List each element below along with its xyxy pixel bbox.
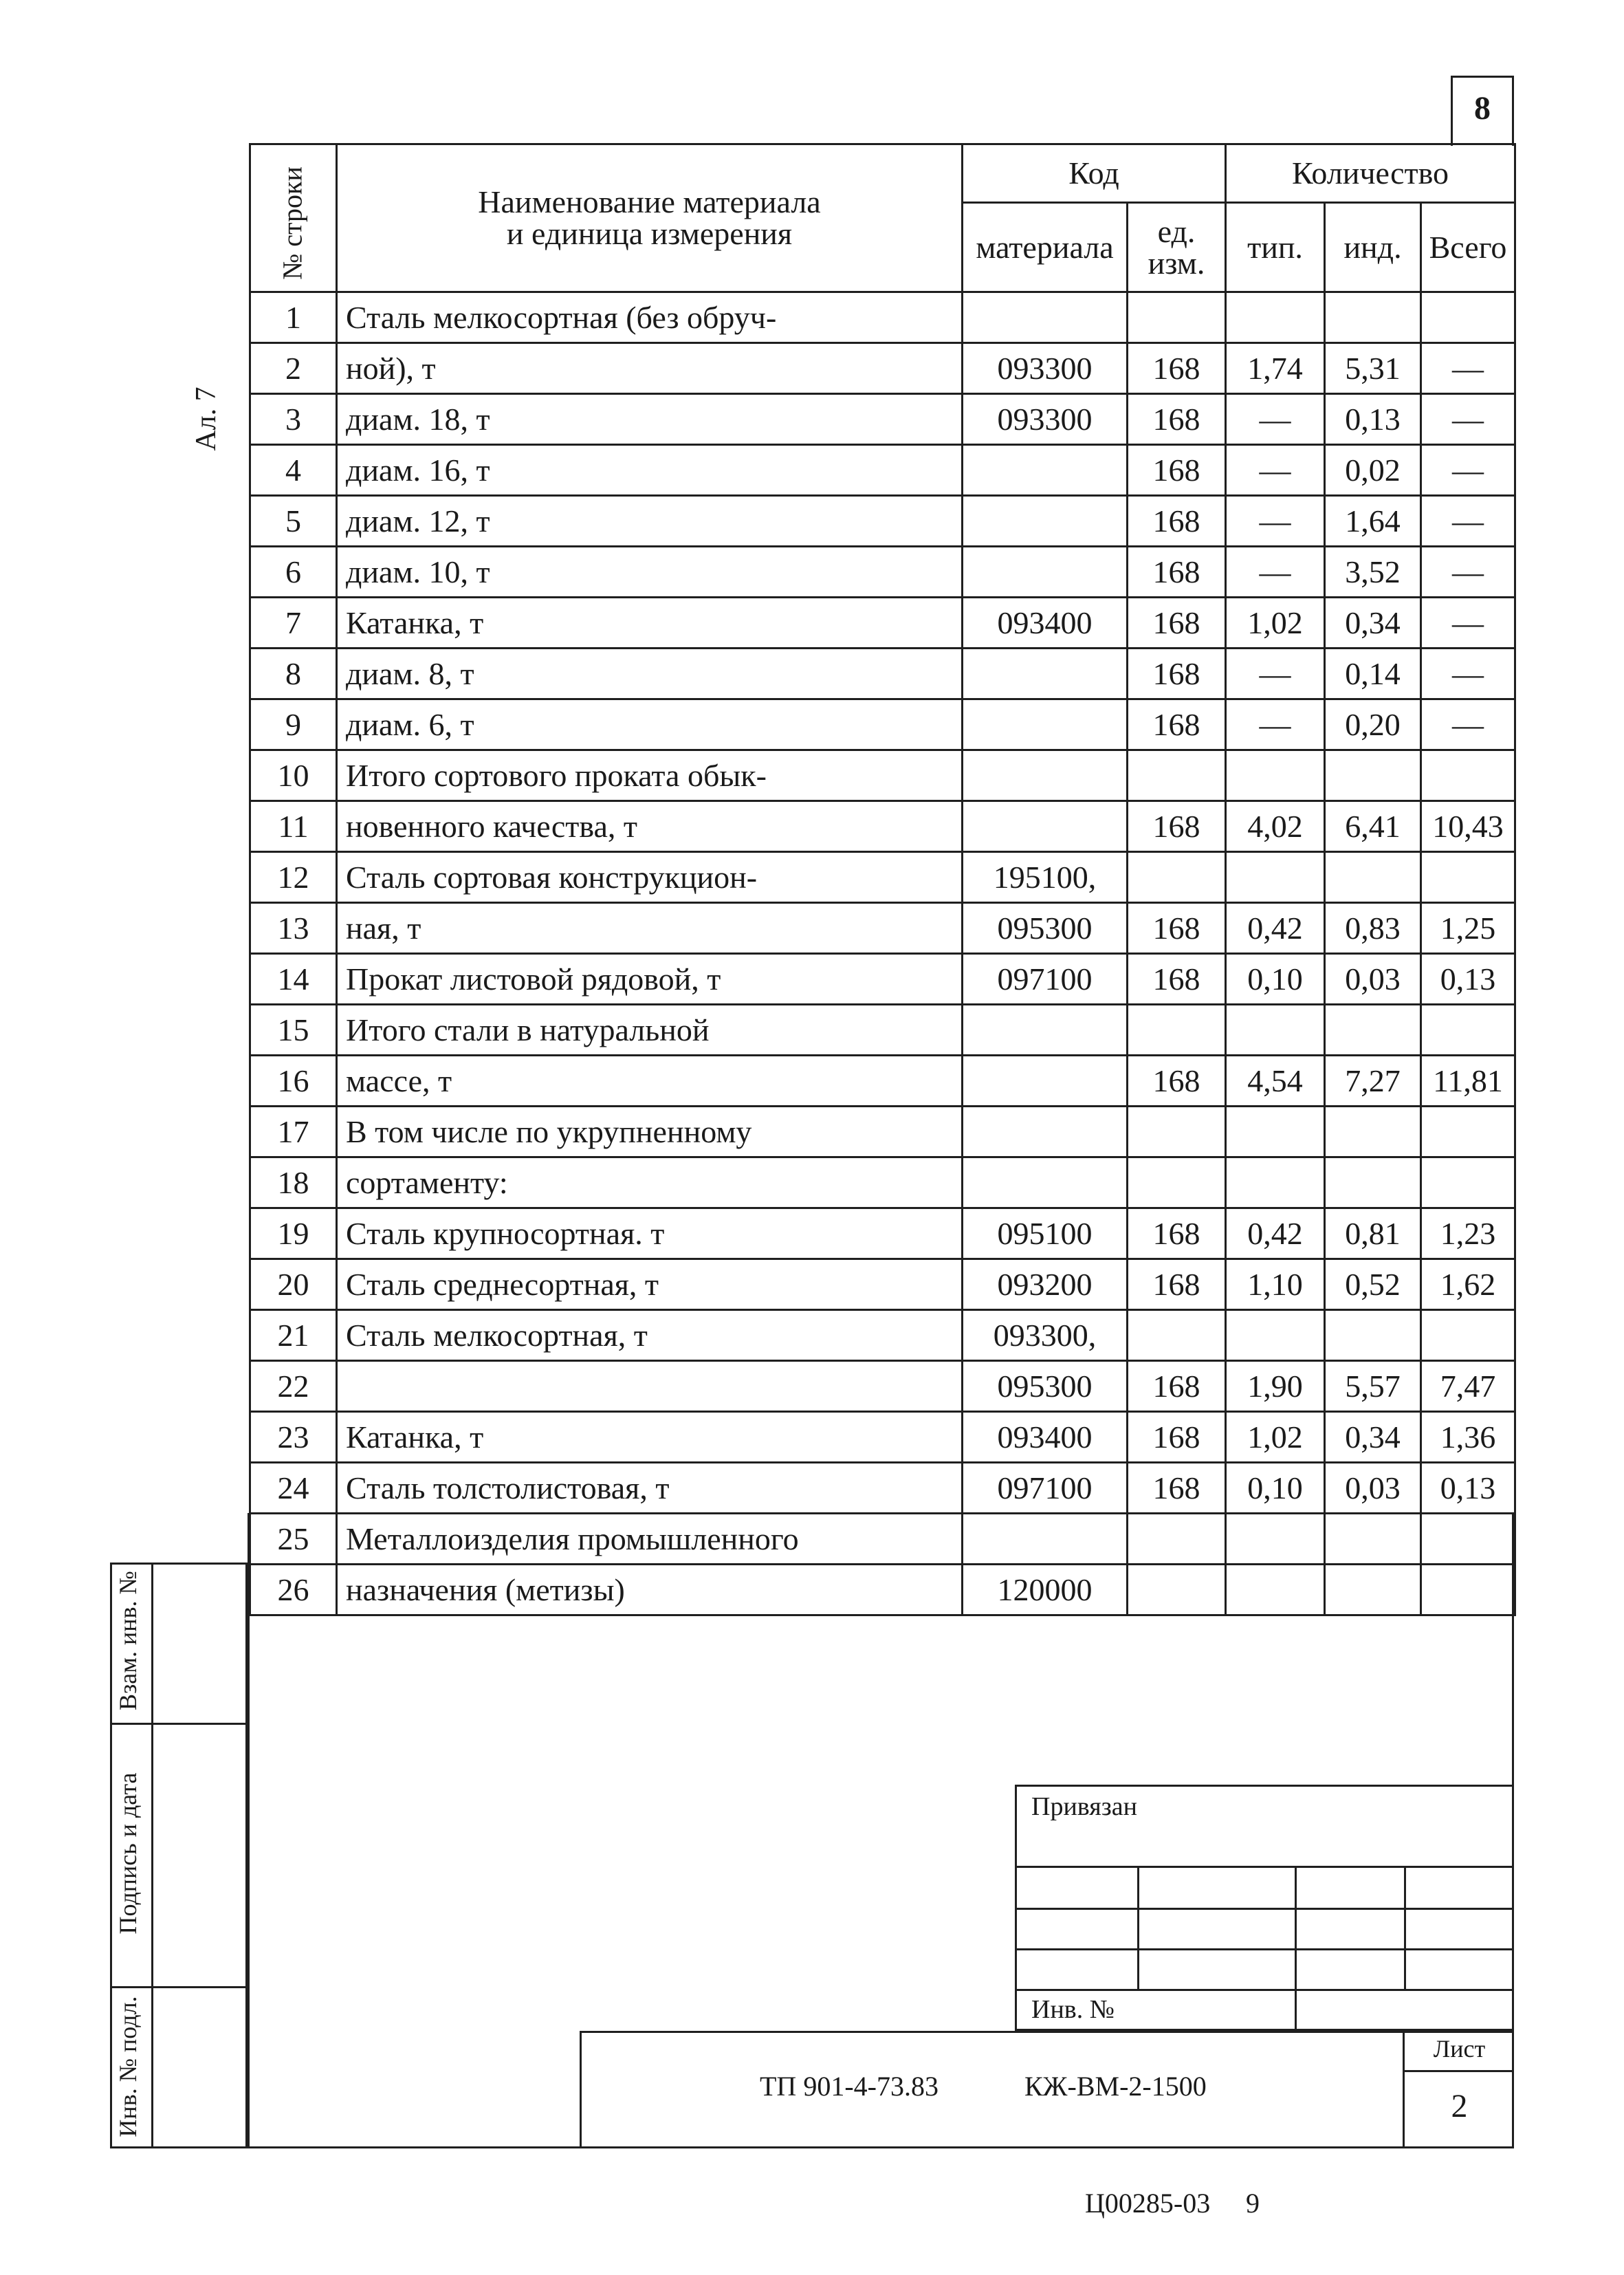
album-label: Ал. 7 [190,387,222,451]
material-code-cell [963,1107,1128,1157]
row-number-cell: 6 [250,547,337,598]
table-row [250,1361,1515,1412]
material-name-cell: Катанка, т [337,598,963,649]
row-number-cell: 26 [250,1565,337,1615]
row-number-cell: 12 [250,852,337,903]
table-row [250,1157,1515,1208]
qty-ind-cell: 0,02 [1325,445,1421,496]
qty-total-cell: — [1421,343,1515,394]
qty-total-cell: 7,47 [1421,1361,1515,1412]
material-name-cell: диам. 8, т [337,649,963,699]
material-code-cell: 095300 [963,903,1128,954]
material-code-cell: 093400 [963,598,1128,649]
qty-ind-cell: 0,52 [1325,1259,1421,1310]
qty-typ-cell: 1,10 [1226,1259,1325,1310]
material-code-cell [963,1056,1128,1107]
unit-header: ед. изм. [1128,203,1226,292]
code-group-header: Код [963,144,1226,203]
qty-ind-cell [1325,1514,1421,1565]
material-code-cell: 120000 [963,1565,1128,1615]
material-name-cell: Сталь мелкосортная (без обруч- [337,292,963,343]
material-name-cell: новенного качества, т [337,801,963,852]
qty-total-cell: — [1421,496,1515,547]
unit-code-cell: 168 [1128,1056,1226,1107]
material-code-cell [963,547,1128,598]
qty-ind-cell: 0,20 [1325,699,1421,750]
material-code-cell: 093400 [963,1412,1128,1463]
qty-total-cell: 1,25 [1421,903,1515,954]
unit-code-cell: 168 [1128,445,1226,496]
row-number-cell: 19 [250,1208,337,1259]
qty-typ-cell [1226,750,1325,801]
qty-typ-cell [1226,292,1325,343]
table-row [250,649,1515,699]
unit-code-cell: 168 [1128,1259,1226,1310]
table-row [250,1463,1515,1514]
qty-ind-cell: 0,03 [1325,954,1421,1005]
table-row [250,1310,1515,1361]
unit-code-cell: 168 [1128,598,1226,649]
qty-ind-cell: 6,41 [1325,801,1421,852]
unit-code-cell: 168 [1128,1412,1226,1463]
row-number-header: № строки [250,144,337,292]
material-name-cell: Катанка, т [337,1412,963,1463]
material-code-cell: 093300, [963,1310,1128,1361]
material-name-cell: диам. 16, т [337,445,963,496]
table-row [250,445,1515,496]
row-number-cell: 1 [250,292,337,343]
row-number-cell: 11 [250,801,337,852]
table-row [250,1107,1515,1157]
qty-total-cell [1421,1157,1515,1208]
row-number-cell: 2 [250,343,337,394]
row-number-cell: 20 [250,1259,337,1310]
unit-code-cell: 168 [1128,496,1226,547]
material-name-cell: Сталь среднесортная, т [337,1259,963,1310]
qty-typ-cell [1226,1107,1325,1157]
unit-code-cell: 168 [1128,801,1226,852]
table-row [250,496,1515,547]
material-code-cell: 093200 [963,1259,1128,1310]
table-row [250,547,1515,598]
table-row [250,954,1515,1005]
qty-ind-cell: 0,03 [1325,1463,1421,1514]
qty-typ-cell: 0,10 [1226,954,1325,1005]
material-name-cell: Сталь крупносортная. т [337,1208,963,1259]
qty-typ-cell: — [1226,496,1325,547]
material-name-cell: диам. 12, т [337,496,963,547]
material-code-cell [963,1514,1128,1565]
material-code-cell [963,292,1128,343]
row-number-cell: 8 [250,649,337,699]
unit-code-cell [1128,750,1226,801]
qty-typ-cell: 1,90 [1226,1361,1325,1412]
material-code-cell [963,496,1128,547]
qty-total-cell: 1,62 [1421,1259,1515,1310]
qty-typ-cell: — [1226,445,1325,496]
qty-total-cell: 11,81 [1421,1056,1515,1107]
qty-typ-cell: 1,02 [1226,1412,1325,1463]
unit-code-cell [1128,1514,1226,1565]
table-row [250,394,1515,445]
qty-total-cell: 10,43 [1421,801,1515,852]
material-name-cell: диам. 18, т [337,394,963,445]
qty-total-cell: 1,23 [1421,1208,1515,1259]
material-name-cell: Сталь сортовая конструкцион- [337,852,963,903]
row-number-cell: 15 [250,1005,337,1056]
qty-typ-cell [1226,1005,1325,1056]
unit-code-cell: 168 [1128,699,1226,750]
material-name-cell: диам. 10, т [337,547,963,598]
qty-typ-cell: — [1226,649,1325,699]
material-name-cell: диам. 6, т [337,699,963,750]
qty-typ-cell: 0,42 [1226,1208,1325,1259]
unit-code-cell [1128,1157,1226,1208]
material-name-cell: Итого сортового проката обык- [337,750,963,801]
qty-total-cell: 1,36 [1421,1412,1515,1463]
material-code-cell: 095300 [963,1361,1128,1412]
qty-total-cell [1421,292,1515,343]
row-number-cell: 22 [250,1361,337,1412]
page-number: 8 [1474,90,1491,127]
qty-total-cell [1421,750,1515,801]
row-number-cell: 17 [250,1107,337,1157]
row-number-cell: 5 [250,496,337,547]
document-code: ТП 901-4-73.83 [760,2071,939,2102]
material-name-cell: Прокат листовой рядовой, т [337,954,963,1005]
qty-ind-cell: 0,34 [1325,598,1421,649]
qty-typ-cell: 4,54 [1226,1056,1325,1107]
unit-code-cell [1128,1005,1226,1056]
sheet-label: Лист [1433,2035,1486,2062]
quantity-group-header: Количество [1226,144,1515,203]
footer-page: 9 [1246,2188,1260,2219]
unit-code-cell: 168 [1128,343,1226,394]
unit-code-cell [1128,292,1226,343]
qty-ind-cell [1325,852,1421,903]
qty-typ-cell [1226,1565,1325,1615]
qty-typ-cell: — [1226,699,1325,750]
qty-ind-cell: 0,34 [1325,1412,1421,1463]
qty-ind-cell: 0,81 [1325,1208,1421,1259]
row-number-cell: 25 [250,1514,337,1565]
footer-code: Ц00285-03 [1085,2188,1211,2219]
table-row [250,1056,1515,1107]
qty-total-cell: 0,13 [1421,1463,1515,1514]
table-row [250,852,1515,903]
material-code-cell [963,801,1128,852]
unit-code-cell: 168 [1128,1463,1226,1514]
table-row [250,1565,1515,1615]
qty-typ-cell [1226,1514,1325,1565]
row-number-cell: 23 [250,1412,337,1463]
qty-typ-cell [1226,1310,1325,1361]
qty-ind-cell: 5,57 [1325,1361,1421,1412]
material-code-cell: 195100, [963,852,1128,903]
table-row [250,750,1515,801]
unit-code-cell [1128,1107,1226,1157]
material-code-cell [963,445,1128,496]
inv-podl-label: Инв. № подл. [114,1996,142,2137]
material-code-cell: 097100 [963,954,1128,1005]
qty-total-cell: 0,13 [1421,954,1515,1005]
qty-typ-cell: 0,42 [1226,903,1325,954]
ind-header: инд. [1325,203,1421,292]
qty-ind-cell [1325,1107,1421,1157]
row-number-cell: 13 [250,903,337,954]
total-header: Всего [1421,203,1515,292]
qty-ind-cell: 1,64 [1325,496,1421,547]
qty-ind-cell: 7,27 [1325,1056,1421,1107]
material-name-cell: сортаменту: [337,1157,963,1208]
unit-code-cell: 168 [1128,1361,1226,1412]
qty-ind-cell [1325,1310,1421,1361]
row-number-cell: 24 [250,1463,337,1514]
table-row [250,1005,1515,1056]
qty-typ-cell: — [1226,547,1325,598]
material-name-cell: массе, т [337,1056,963,1107]
material-name-cell: В том числе по укрупненному [337,1107,963,1157]
qty-total-cell: — [1421,394,1515,445]
qty-total-cell [1421,852,1515,903]
material-code-cell: 093300 [963,343,1128,394]
table-row [250,343,1515,394]
binding-label: Привязан [1031,1792,1137,1821]
row-number-cell: 7 [250,598,337,649]
material-name-cell: ная, т [337,903,963,954]
material-name-cell: Итого стали в натуральной [337,1005,963,1056]
qty-total-cell [1421,1310,1515,1361]
qty-ind-cell [1325,1565,1421,1615]
row-number-cell: 16 [250,1056,337,1107]
row-number-cell: 3 [250,394,337,445]
material-code-cell: 095100 [963,1208,1128,1259]
qty-ind-cell: 5,31 [1325,343,1421,394]
table-row [250,1412,1515,1463]
material-code-cell [963,1157,1128,1208]
unit-code-cell: 168 [1128,954,1226,1005]
material-name-cell: Сталь толстолистовая, т [337,1463,963,1514]
table-row [250,292,1515,343]
qty-typ-cell [1226,852,1325,903]
qty-ind-cell [1325,750,1421,801]
material-name-cell: Сталь мелкосортная, т [337,1310,963,1361]
qty-total-cell: — [1421,649,1515,699]
row-number-cell: 4 [250,445,337,496]
qty-typ-cell: — [1226,394,1325,445]
material-code-cell: 097100 [963,1463,1128,1514]
qty-total-cell: — [1421,699,1515,750]
qty-ind-cell [1325,292,1421,343]
unit-code-cell [1128,852,1226,903]
unit-code-cell: 168 [1128,1208,1226,1259]
unit-code-cell: 168 [1128,903,1226,954]
material-name-cell: ной), т [337,343,963,394]
qty-total-cell: — [1421,445,1515,496]
qty-ind-cell [1325,1157,1421,1208]
qty-ind-cell: 0,14 [1325,649,1421,699]
qty-total-cell [1421,1107,1515,1157]
material-name-cell [337,1361,963,1412]
row-number-cell: 21 [250,1310,337,1361]
table-row [250,699,1515,750]
materials-table [249,143,1516,1616]
row-number-cell: 10 [250,750,337,801]
material-code-cell [963,699,1128,750]
qty-total-cell: — [1421,598,1515,649]
qty-typ-cell: 1,02 [1226,598,1325,649]
name-header: Наименование материала и единица измерения [337,144,963,292]
signature-date-label: Подпись и дата [114,1772,142,1935]
material-code-header: материала [963,203,1128,292]
material-code-cell [963,750,1128,801]
material-name-cell: назначения (метизы) [337,1565,963,1615]
unit-code-cell: 168 [1128,547,1226,598]
qty-typ-cell: 4,02 [1226,801,1325,852]
qty-typ-cell: 1,74 [1226,343,1325,394]
unit-code-cell: 168 [1128,649,1226,699]
row-number-cell: 18 [250,1157,337,1208]
sheet-number: 2 [1451,2088,1468,2124]
typ-header: тип. [1226,203,1325,292]
material-code-cell: 093300 [963,394,1128,445]
qty-total-cell [1421,1514,1515,1565]
unit-code-cell [1128,1565,1226,1615]
qty-ind-cell: 3,52 [1325,547,1421,598]
qty-ind-cell: 0,83 [1325,903,1421,954]
material-name-cell: Металлоизделия промышленного [337,1514,963,1565]
table-row [250,903,1515,954]
row-number-cell: 14 [250,954,337,1005]
qty-total-cell [1421,1005,1515,1056]
qty-ind-cell: 0,13 [1325,394,1421,445]
material-code-cell [963,649,1128,699]
inv-no-label: Инв. № [1031,1995,1115,2024]
qty-typ-cell: 0,10 [1226,1463,1325,1514]
vzam-inv-label: Взам. инв. № [114,1571,142,1710]
qty-total-cell: — [1421,547,1515,598]
qty-ind-cell [1325,1005,1421,1056]
document-mark: КЖ-ВМ-2-1500 [1024,2071,1207,2102]
table-row [250,598,1515,649]
table-row [250,1208,1515,1259]
qty-total-cell [1421,1565,1515,1615]
unit-code-cell [1128,1310,1226,1361]
row-number-cell: 9 [250,699,337,750]
qty-typ-cell [1226,1157,1325,1208]
material-code-cell [963,1005,1128,1056]
unit-code-cell: 168 [1128,394,1226,445]
table-row [250,1259,1515,1310]
table-row [250,801,1515,852]
table-row [250,1514,1515,1565]
